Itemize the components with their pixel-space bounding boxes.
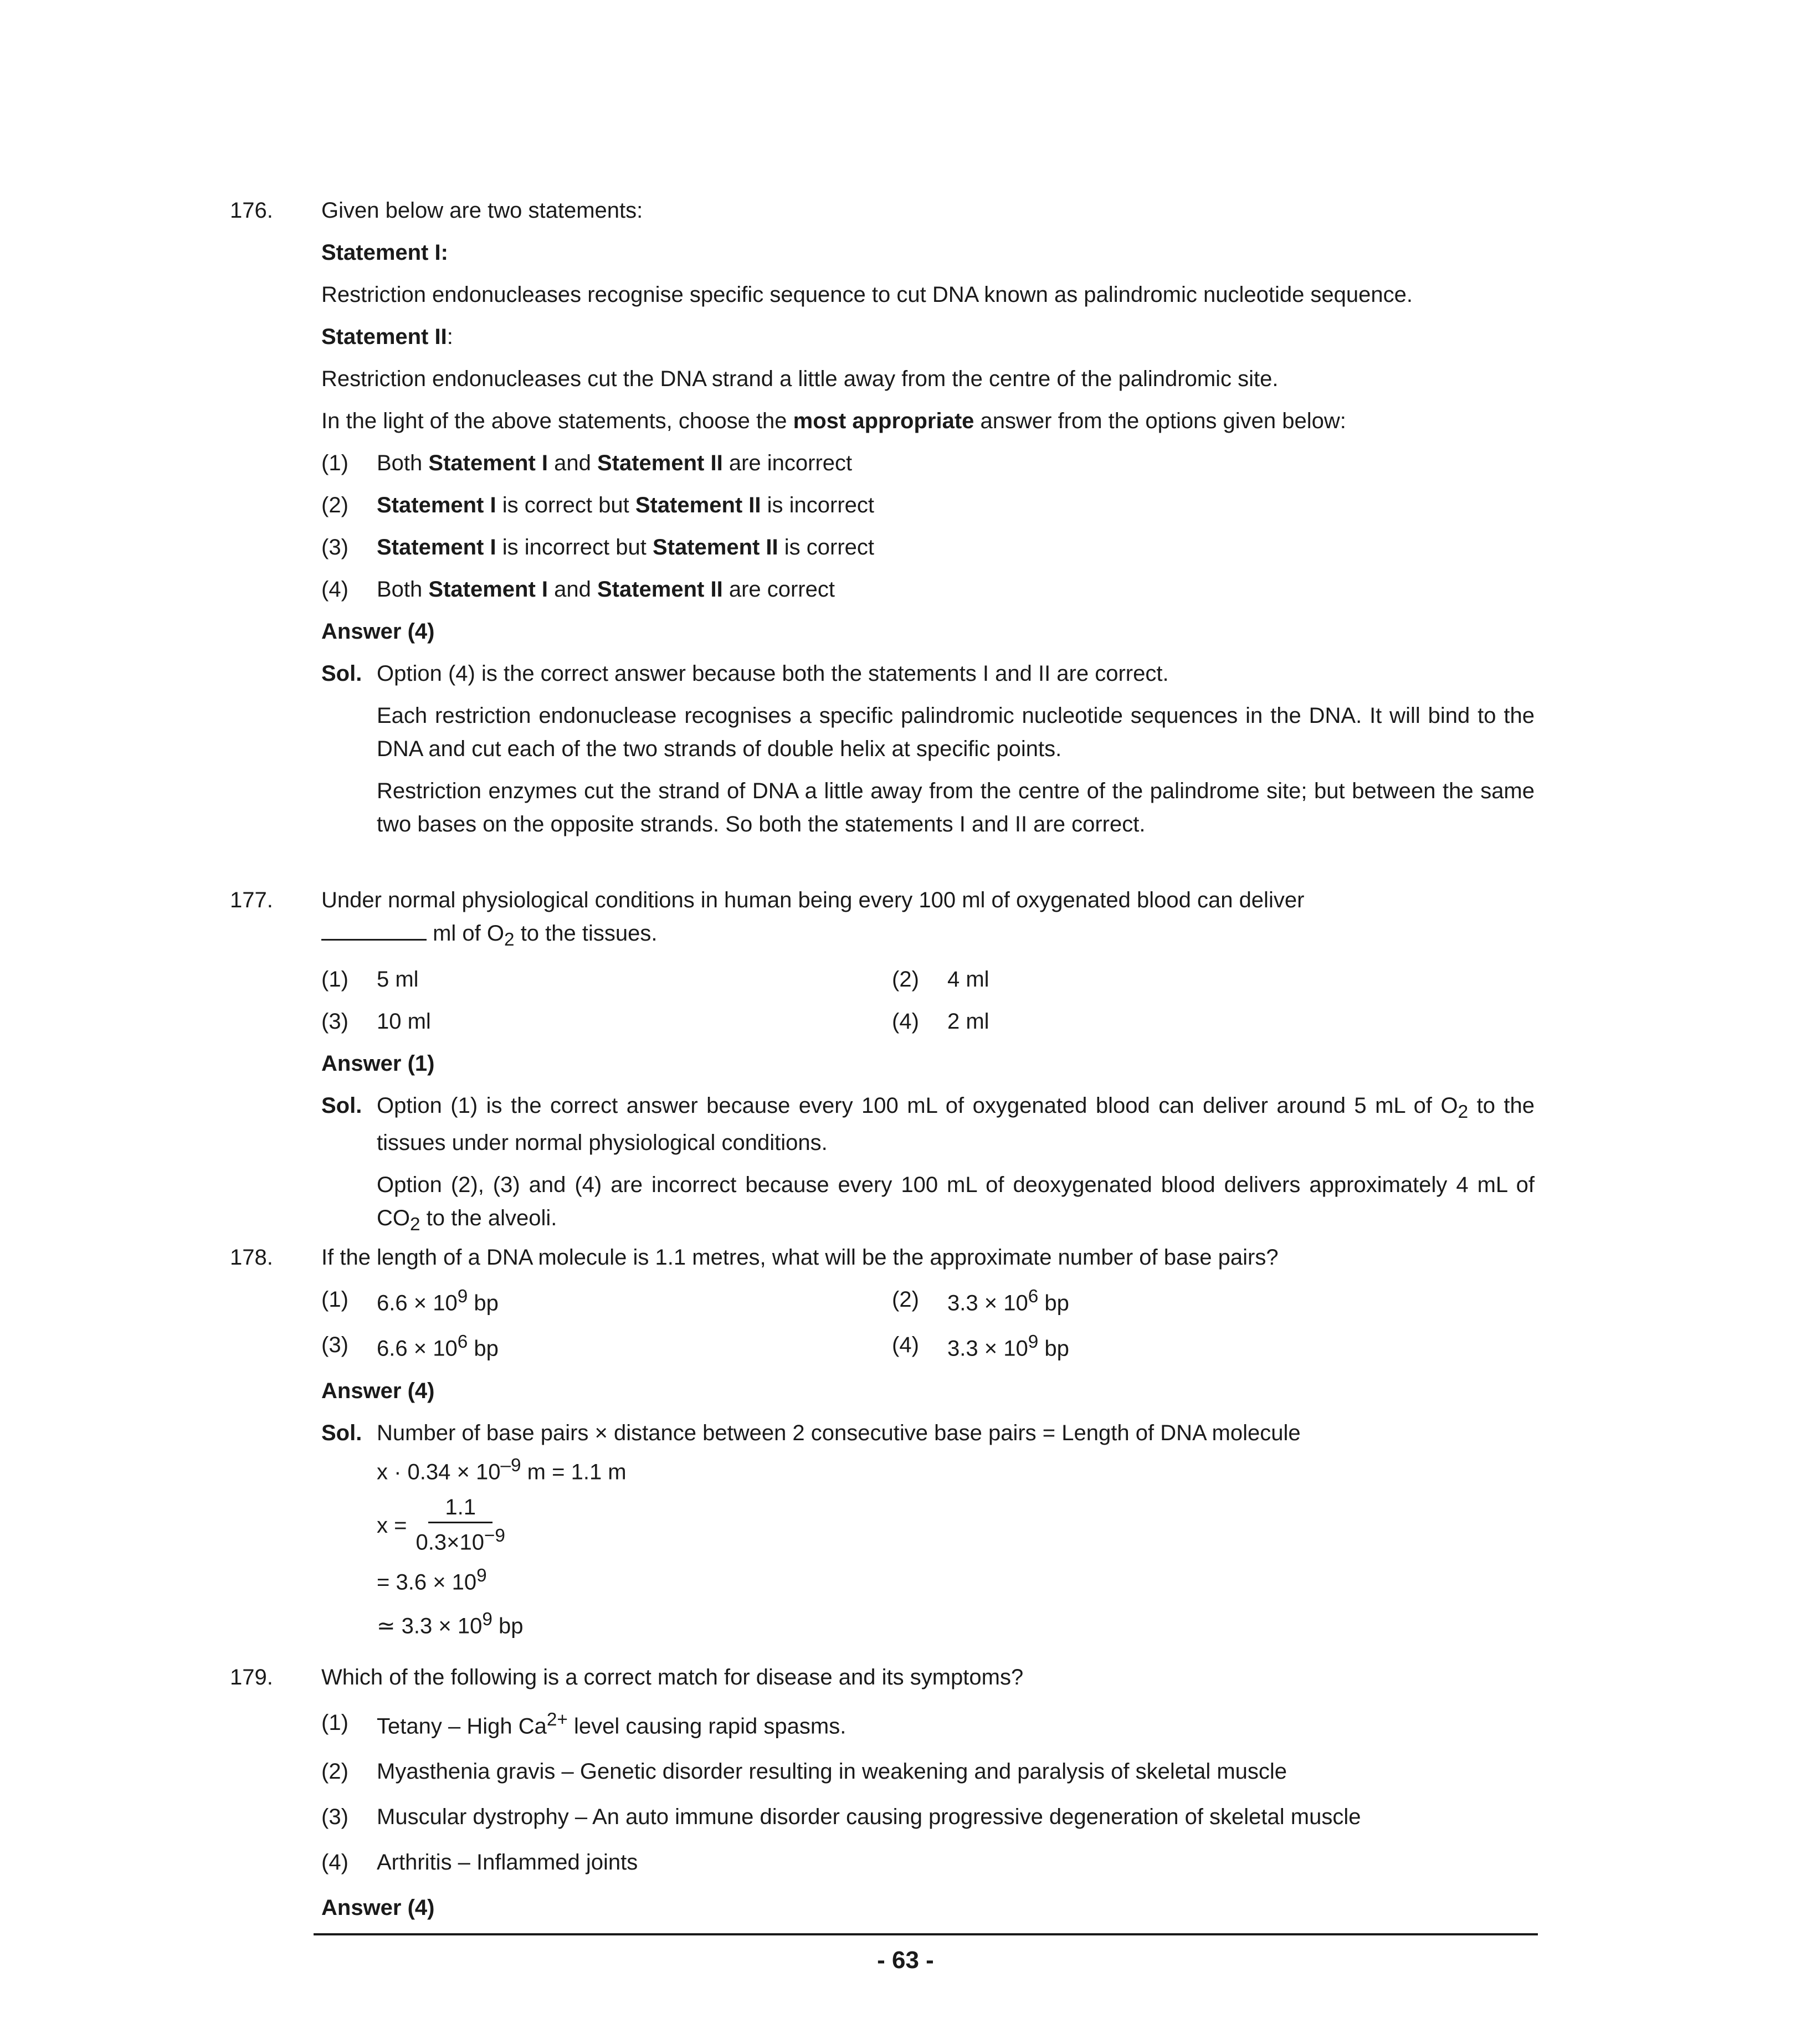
solution-label: Sol.: [321, 1093, 362, 1118]
option-2: (2) Myasthenia gravis – Genetic disorder resulting in weakening and paralysis of skeletal muscle: [321, 1759, 1287, 1784]
answer: Answer (4): [321, 1896, 435, 1920]
option-4: (4) Arthritis – Inflammed joints: [321, 1850, 638, 1875]
equation-1: $x \cdot 0.34 \times 10^{-9}$ m = 1.1 m: [377, 1455, 627, 1484]
option-1: (1) Both Statement I and Statement II are incorrect: [321, 451, 853, 475]
solution-label: Sol.: [321, 1420, 362, 1445]
fraction-equation: x = $\frac{1.1}{0.3\times 10^{-9}}$: [377, 1493, 511, 1558]
option-3: (3) Muscular dystrophy – An auto immune disorder causing progressive degeneration of skeletal muscle: [321, 1805, 1361, 1830]
solution-paragraph: Each restriction endonuclease recognises a specific palindromic nucleotide sequences in the DNA. It will bind to the DNA and cut each of the two strands of double helix at specific points.: [377, 703, 1535, 761]
solution-paragraph: Restriction enzymes cut the strand of DNA a little away from the centre of the palindrome site; but between the same two bases on the opposite strands. So both the statements I and II are correct.: [377, 779, 1535, 836]
solution: [321, 1416, 1535, 1642]
option-1: (1) 5 ml: [321, 967, 419, 992]
fill-blank: [321, 922, 427, 941]
option-2: (2) $3.3 \times 10^6$ bp: [892, 1286, 1069, 1316]
statement-1-text: Restriction endonucleases recognise specific sequence to cut DNA known as palindromic nucleotide sequence.: [321, 283, 1413, 307]
question-number: 177.: [230, 888, 273, 912]
solution: [321, 1089, 1535, 1247]
statement-1-label: Statement I:: [321, 240, 448, 265]
option-1: (1) Tetany – High $Ca^{2+}$ level causing rapid spasms.: [321, 1709, 846, 1739]
fraction-numerator: 1.1: [428, 1493, 492, 1523]
option-3: (3) Statement I is incorrect but Statement II is correct: [321, 535, 875, 559]
answer: Answer (4): [321, 619, 435, 644]
answer: Answer (4): [321, 1378, 435, 1403]
page-number: - 63 -: [877, 1947, 934, 1974]
question-178: [230, 1241, 1535, 1651]
fraction-denominator: $0.3\times 10^{-9}$: [415, 1525, 505, 1555]
option-4: (4) 2 ml: [892, 1009, 989, 1034]
solution-paragraph: Option (1) is the correct answer because every 100 mL of oxygenated blood can deliver around 5 mL of $O_2$ to the tissues under normal physiological conditions.: [377, 1093, 1535, 1155]
option-3: (3) $6.6 \times 10^6$ bp: [321, 1332, 499, 1361]
question-stem: Which of the following is a correct match for disease and its symptoms?: [321, 1665, 1024, 1689]
question-176: [230, 194, 1535, 859]
question-number: 176.: [230, 198, 273, 223]
question-stem: Under normal physiological conditions in human being every 100 ml of oxygenated blood can deliver ml of $O_2$ to the tissues.: [321, 888, 1305, 950]
solution-paragraph: Number of base pairs × distance between 2 consecutive base pairs = Length of DNA molecule: [377, 1420, 1301, 1445]
question-stem: If the length of a DNA molecule is 1.1 metres, what will be the approximate number of base pairs?: [321, 1245, 1279, 1270]
question-179: [230, 1661, 1535, 1933]
solution-paragraph: Option (2), (3) and (4) are incorrect because every 100 mL of deoxygenated blood delivers approximately 4 mL of $CO_2$ to the alveoli.: [377, 1172, 1535, 1235]
statement-2-text: Restriction endonucleases cut the DNA strand a little away from the centre of the palindromic site.: [321, 367, 1279, 391]
solution-paragraph: Option (4) is the correct answer because both the statements I and II are correct.: [377, 661, 1169, 686]
answer: Answer (1): [321, 1051, 435, 1076]
footer-rule: [314, 1933, 1538, 1935]
options: [321, 1283, 1535, 1365]
option-2: (2) 4 ml: [892, 967, 989, 992]
solution-label: Sol.: [321, 661, 362, 686]
question-stem: Given below are two statements:: [321, 198, 643, 223]
equation-4: ≃ $3.3 \times 10^9$ bp: [377, 1609, 524, 1638]
option-4: (4) Both Statement I and Statement II are correct: [321, 577, 835, 602]
question-number: 178.: [230, 1245, 273, 1270]
question-number: 179.: [230, 1665, 273, 1689]
option-1: (1) $6.6 \times 10^9$ bp: [321, 1286, 499, 1316]
options: [321, 963, 1535, 1038]
instruction: In the light of the above statements, choose the most appropriate answer from the options given below:: [321, 409, 1346, 433]
option-3: (3) 10 ml: [321, 1009, 431, 1034]
solution: [321, 657, 1535, 850]
statement-2-label: Statement II:: [321, 325, 453, 349]
equation-3: = $3.6 \times 10^9$: [377, 1565, 487, 1595]
option-4: (4) $3.3 \times 10^9$ bp: [892, 1332, 1069, 1361]
option-2: (2) Statement I is correct but Statement II is incorrect: [321, 493, 875, 517]
question-177: [230, 884, 1535, 1256]
